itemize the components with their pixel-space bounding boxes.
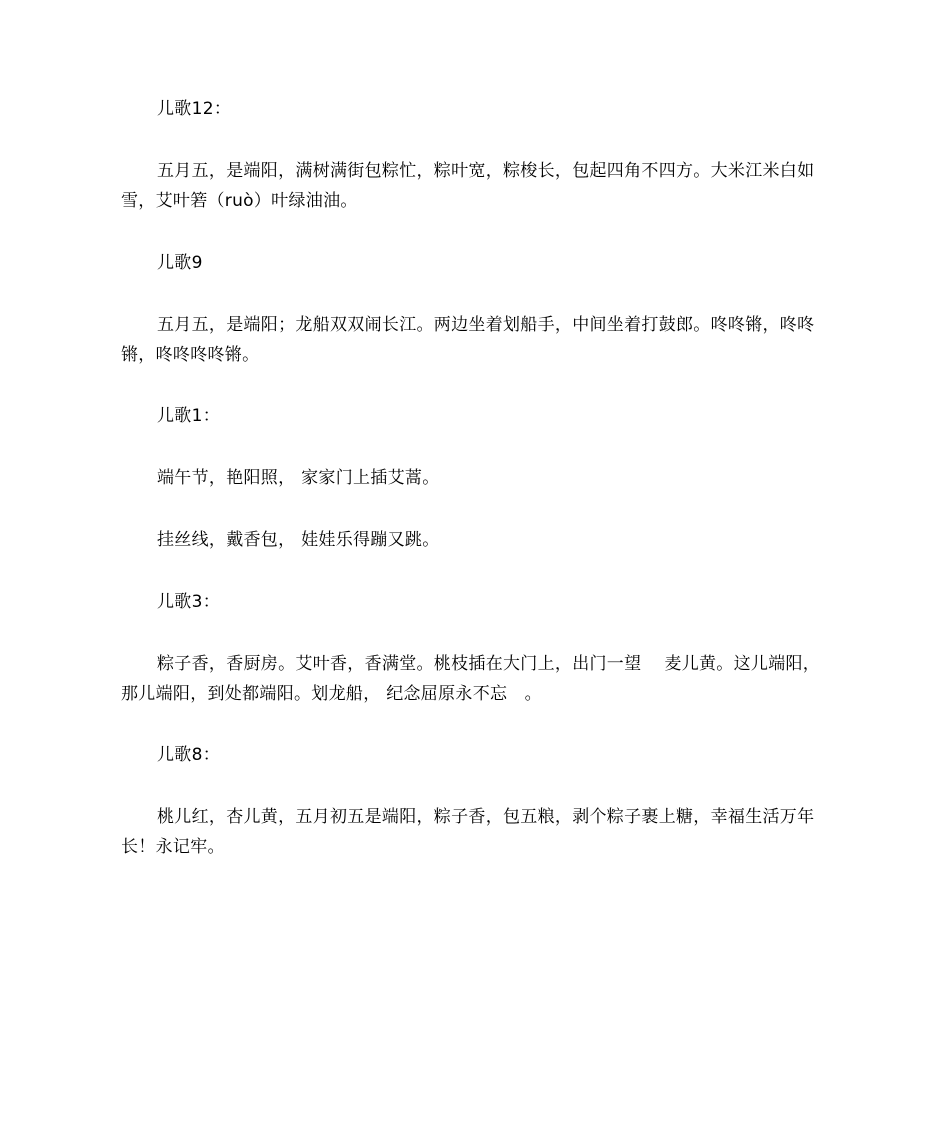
paragraph-song-3: 粽子香，香厨房。艾叶香，香满堂。桃枝插在大门上，出门一望 麦儿黄。这儿端阳，那儿端阳，到处都端阳。划龙船， 纪念屈原永不忘 。 <box>121 654 821 704</box>
paragraph-song-8: 桃儿红，杏儿黄，五月初五是端阳，粽子香，包五粮，剥个粽子裹上糖，幸福生活万年长！永记牢。 <box>121 807 815 857</box>
heading-song-12: 儿歌12： <box>157 99 232 119</box>
heading-song-1: 儿歌1： <box>157 406 221 426</box>
heading-song-9: 儿歌9 <box>157 253 203 273</box>
paragraph-song-9: 五月五，是端阳；龙船双双闹长江。两边坐着划船手，中间坐着打鼓郎。咚咚锵，咚咚锵，咚咚咚咚锵。 <box>121 315 815 365</box>
paragraph-song-1-a: 端午节，艳阳照， 家家门上插艾蒿。 <box>157 468 440 488</box>
paragraph-song-1-b: 挂丝线，戴香包， 娃娃乐得蹦又跳。 <box>157 530 440 550</box>
paragraph-song-12: 五月五，是端阳，满树满街包粽忙，粽叶宽，粽梭长，包起四角不四方。大米江米白如雪，艾叶箬（ruò）叶绿油油。 <box>121 161 815 211</box>
heading-song-3: 儿歌3： <box>157 592 221 612</box>
heading-song-8: 儿歌8： <box>157 745 221 765</box>
